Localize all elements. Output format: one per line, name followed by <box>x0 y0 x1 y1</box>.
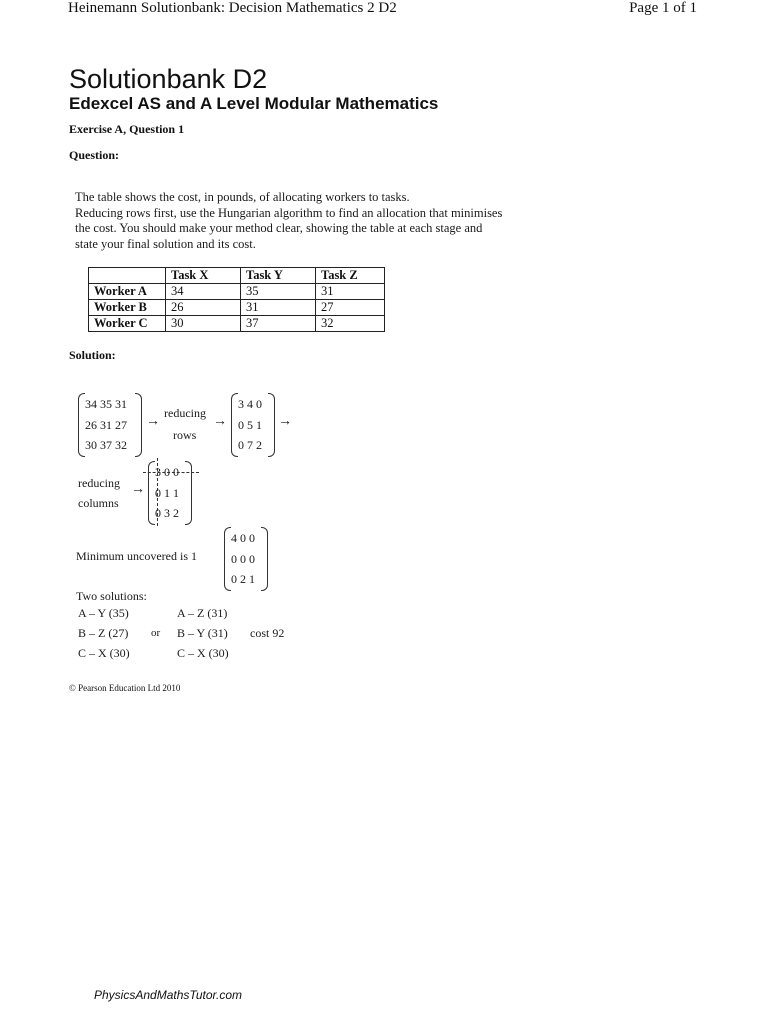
page-title: Solutionbank D2 <box>69 64 268 94</box>
site-footer: PhysicsAndMathsTutor.com <box>94 988 243 1002</box>
cost-table <box>88 267 385 332</box>
cover-line-column <box>157 458 158 526</box>
arrow-icon: → <box>278 414 292 429</box>
solution-label: Solution: <box>69 348 116 362</box>
matrix-final <box>224 528 268 590</box>
table-cell: 31 <box>316 284 385 300</box>
total-cost: cost 92 <box>250 626 285 640</box>
row-header: Worker A <box>89 284 166 300</box>
question-line: the cost. You should make your method clear, showing the table at each stage and <box>75 221 483 235</box>
right-parenthesis <box>268 393 275 457</box>
question-line: The table shows the cost, in pounds, of allocating workers to tasks. <box>75 190 410 204</box>
left-parenthesis <box>231 393 238 457</box>
table-row <box>89 316 385 332</box>
matrix-row: 3 4 0 <box>238 397 262 411</box>
table-cell: 34 <box>166 284 241 300</box>
matrix-row: 0 7 2 <box>238 438 262 452</box>
right-parenthesis <box>185 461 192 525</box>
matrix-row: 30 37 32 <box>85 438 127 452</box>
matrix-row: 34 35 31 <box>85 397 127 411</box>
left-parenthesis <box>224 527 231 591</box>
arrow-icon: → <box>131 482 145 497</box>
solution-two-line: B – Y (31) <box>177 626 228 640</box>
matrix-row: 0 2 1 <box>231 572 255 586</box>
table-cell: 32 <box>316 316 385 332</box>
exercise-label: Exercise A, Question 1 <box>69 122 185 136</box>
or-label: or <box>151 627 161 639</box>
page-subtitle: Edexcel AS and A Level Modular Mathematics <box>69 94 439 113</box>
arrow-icon: → <box>213 414 227 429</box>
matrix-row: 4 0 0 <box>231 531 255 545</box>
question-line: state your final solution and its cost. <box>75 236 256 251</box>
two-solutions-label: Two solutions: <box>76 589 147 603</box>
table-header-row <box>89 268 385 284</box>
table-row <box>89 284 385 300</box>
arrow-icon: → <box>146 414 160 429</box>
step-label-columns: columns <box>78 496 119 510</box>
page-number: Page 1 of 1 <box>629 0 697 16</box>
question-label: Question: <box>69 148 120 162</box>
right-parenthesis <box>261 527 268 591</box>
matrix-original <box>78 394 142 456</box>
cover-line-row <box>143 472 199 473</box>
solution-two-line: C – X (30) <box>177 646 229 660</box>
table-header-cell: Task Y <box>241 268 316 284</box>
solution-one-line: A – Y (35) <box>78 606 129 620</box>
table-cell: 37 <box>241 316 316 332</box>
question-line: Reducing rows first, use the Hungarian algorithm to find an allocation that minimises <box>75 205 503 220</box>
running-head-left: Heinemann Solutionbank: Decision Mathematics 2 D2 <box>68 0 397 16</box>
step-label-reducing: reducing <box>78 476 120 490</box>
copyright-notice: © Pearson Education Ltd 2010 <box>69 683 181 693</box>
matrix-row: 0 5 1 <box>238 417 262 432</box>
question-text <box>75 190 575 252</box>
matrix-rows-reduced <box>231 394 275 456</box>
matrix-row: 0 0 0 <box>231 551 255 566</box>
step-label-reducing: reducing <box>164 406 206 420</box>
table-header-cell: Task X <box>166 268 241 284</box>
row-header: Worker C <box>89 316 166 332</box>
table-cell: 30 <box>166 316 241 332</box>
table-cell: 31 <box>241 300 316 316</box>
left-parenthesis <box>78 393 85 457</box>
right-parenthesis <box>135 393 142 457</box>
solution-one-line: C – X (30) <box>78 646 130 660</box>
matrix-row: 3 0 0 <box>155 465 179 479</box>
matrix-row: 0 1 1 <box>155 485 179 500</box>
table-cell: 26 <box>166 300 241 316</box>
table-header-cell <box>89 268 166 284</box>
matrix-row: 26 31 27 <box>85 417 127 432</box>
table-cell: 27 <box>316 300 385 316</box>
matrix-row: 0 3 2 <box>155 506 179 520</box>
solution-one-line: B – Z (27) <box>78 626 129 640</box>
min-uncovered-text: Minimum uncovered is 1 <box>76 549 197 563</box>
left-parenthesis <box>148 461 155 525</box>
table-row <box>89 300 385 316</box>
table-cell: 35 <box>241 284 316 300</box>
row-header: Worker B <box>89 300 166 316</box>
solution-two-line: A – Z (31) <box>177 606 228 620</box>
step-label-rows: rows <box>173 428 197 442</box>
table-header-cell: Task Z <box>316 268 385 284</box>
